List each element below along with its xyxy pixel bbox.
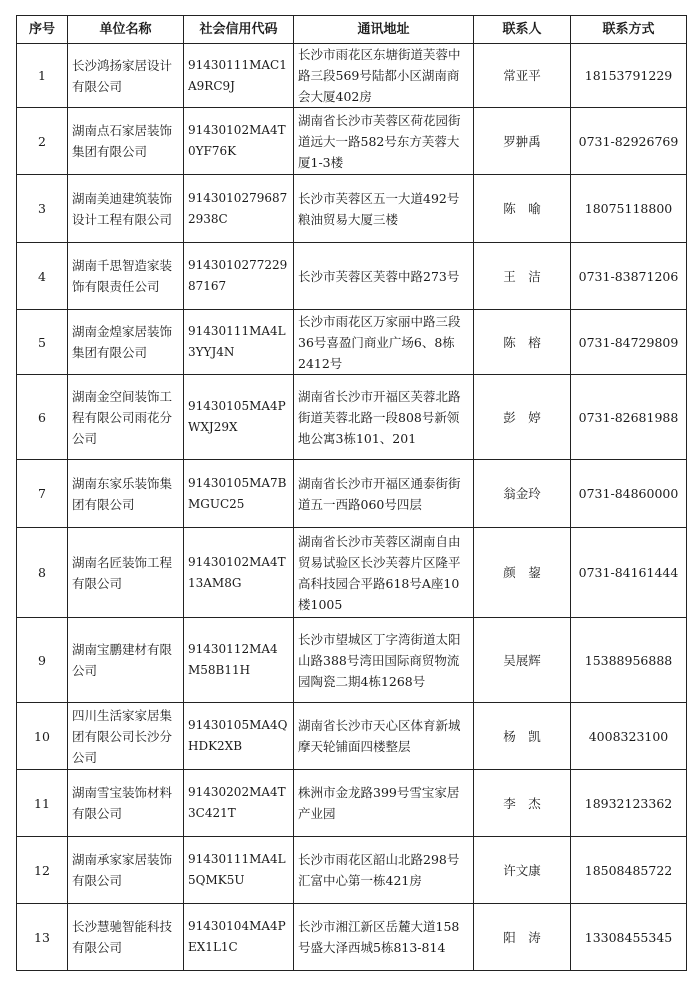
cell-credit-code: 91430111MAC1A9RC9J xyxy=(184,44,294,108)
cell-contact: 吴展辉 xyxy=(474,618,571,703)
cell-index: 6 xyxy=(17,375,68,460)
table-row xyxy=(17,44,687,108)
cell-phone: 0731-84729809 xyxy=(571,310,687,375)
cell-address: 长沙市湘江新区岳麓大道158号盛大泽西城5栋813-814 xyxy=(294,904,474,971)
table-row xyxy=(17,108,687,175)
cell-index: 3 xyxy=(17,175,68,243)
cell-phone: 13308455345 xyxy=(571,904,687,971)
cell-contact: 翁金玲 xyxy=(474,460,571,528)
table-row xyxy=(17,310,687,375)
cell-index: 4 xyxy=(17,243,68,310)
cell-index: 12 xyxy=(17,837,68,904)
cell-credit-code: 91430112MA4M58B11H xyxy=(184,618,294,703)
cell-unit-name: 湖南点石家居装饰集团有限公司 xyxy=(68,108,184,175)
cell-phone: 0731-82926769 xyxy=(571,108,687,175)
header-address: 通讯地址 xyxy=(294,16,474,44)
cell-address: 长沙市芙蓉区五一大道492号粮油贸易大厦三楼 xyxy=(294,175,474,243)
cell-credit-code: 91430111MA4L5QMK5U xyxy=(184,837,294,904)
cell-credit-code: 91430111MA4L3YYJ4N xyxy=(184,310,294,375)
table-row xyxy=(17,703,687,770)
cell-phone: 0731-84161444 xyxy=(571,528,687,618)
cell-phone: 15388956888 xyxy=(571,618,687,703)
cell-phone: 0731-84860000 xyxy=(571,460,687,528)
table-row xyxy=(17,904,687,971)
cell-contact: 常亚平 xyxy=(474,44,571,108)
header-unit-name: 单位名称 xyxy=(68,16,184,44)
table-row xyxy=(17,618,687,703)
cell-index: 1 xyxy=(17,44,68,108)
cell-unit-name: 湖南美迪建筑装饰设计工程有限公司 xyxy=(68,175,184,243)
cell-contact: 彭 婷 xyxy=(474,375,571,460)
cell-address: 湖南省长沙市开福区通泰街街道五一西路060号四层 xyxy=(294,460,474,528)
cell-address: 湖南省长沙市开福区芙蓉北路街道芙蓉北路一段808号新领地公寓3栋101、201 xyxy=(294,375,474,460)
table-row xyxy=(17,770,687,837)
table-body xyxy=(17,44,687,971)
cell-unit-name: 长沙鸿扬家居设计有限公司 xyxy=(68,44,184,108)
cell-phone: 18075118800 xyxy=(571,175,687,243)
cell-credit-code: 914301027722987167 xyxy=(184,243,294,310)
cell-credit-code: 91430105MA7BMGUC25 xyxy=(184,460,294,528)
header-contact: 联系人 xyxy=(474,16,571,44)
cell-contact: 王 洁 xyxy=(474,243,571,310)
cell-contact: 许文康 xyxy=(474,837,571,904)
cell-phone: 18508485722 xyxy=(571,837,687,904)
cell-unit-name: 湖南金煌家居装饰集团有限公司 xyxy=(68,310,184,375)
header-phone: 联系方式 xyxy=(571,16,687,44)
table-row xyxy=(17,175,687,243)
table-row xyxy=(17,528,687,618)
cell-index: 7 xyxy=(17,460,68,528)
cell-address: 长沙市芙蓉区芙蓉中路273号 xyxy=(294,243,474,310)
cell-index: 5 xyxy=(17,310,68,375)
table-row xyxy=(17,837,687,904)
cell-address: 长沙市望城区丁字湾街道太阳山路388号湾田国际商贸物流园陶瓷二期4栋1268号 xyxy=(294,618,474,703)
cell-address: 株洲市金龙路399号雪宝家居产业园 xyxy=(294,770,474,837)
cell-credit-code: 91430105MA4PWXJ29X xyxy=(184,375,294,460)
cell-phone: 0731-82681988 xyxy=(571,375,687,460)
cell-unit-name: 湖南东家乐装饰集团有限公司 xyxy=(68,460,184,528)
cell-phone: 0731-83871206 xyxy=(571,243,687,310)
table-row xyxy=(17,460,687,528)
cell-credit-code: 91430102MA4T0YF76K xyxy=(184,108,294,175)
cell-unit-name: 湖南千思智造家装饰有限责任公司 xyxy=(68,243,184,310)
header-row xyxy=(17,16,687,44)
cell-index: 13 xyxy=(17,904,68,971)
cell-address: 湖南省长沙市芙蓉区荷花园街道远大一路582号东方芙蓉大厦1-3楼 xyxy=(294,108,474,175)
cell-contact: 陈 喻 xyxy=(474,175,571,243)
cell-index: 9 xyxy=(17,618,68,703)
cell-contact: 陈 榕 xyxy=(474,310,571,375)
header-credit-code: 社会信用代码 xyxy=(184,16,294,44)
cell-unit-name: 湖南承家家居装饰有限公司 xyxy=(68,837,184,904)
cell-contact: 李 杰 xyxy=(474,770,571,837)
cell-phone: 18932123362 xyxy=(571,770,687,837)
cell-credit-code: 91430102MA4T13AM8G xyxy=(184,528,294,618)
cell-address: 湖南省长沙市芙蓉区湖南自由贸易试验区长沙芙蓉片区隆平高科技园合平路618号A座10楼1005 xyxy=(294,528,474,618)
header-index: 序号 xyxy=(17,16,68,44)
cell-unit-name: 四川生活家家居集团有限公司长沙分公司 xyxy=(68,703,184,770)
cell-address: 长沙市雨花区东塘街道芙蓉中路三段569号陆都小区湖南商会大厦402房 xyxy=(294,44,474,108)
cell-contact: 杨 凯 xyxy=(474,703,571,770)
cell-credit-code: 9143010279687 2938C xyxy=(184,175,294,243)
cell-unit-name: 长沙慧驰智能科技有限公司 xyxy=(68,904,184,971)
cell-address: 长沙市雨花区万家丽中路三段36号喜盈门商业广场6、8栋2412号 xyxy=(294,310,474,375)
table-row xyxy=(17,375,687,460)
cell-index: 10 xyxy=(17,703,68,770)
cell-index: 8 xyxy=(17,528,68,618)
cell-unit-name: 湖南名匠装饰工程有限公司 xyxy=(68,528,184,618)
company-table xyxy=(16,15,687,971)
cell-address: 湖南省长沙市天心区体育新城摩天轮铺面四楼整层 xyxy=(294,703,474,770)
cell-phone: 4008323100 xyxy=(571,703,687,770)
cell-credit-code: 91430202MA4T3C421T xyxy=(184,770,294,837)
cell-contact: 阳 涛 xyxy=(474,904,571,971)
table-row xyxy=(17,243,687,310)
cell-index: 11 xyxy=(17,770,68,837)
cell-index: 2 xyxy=(17,108,68,175)
cell-unit-name: 湖南雪宝装饰材料有限公司 xyxy=(68,770,184,837)
cell-address: 长沙市雨花区韶山北路298号汇富中心第一栋421房 xyxy=(294,837,474,904)
cell-unit-name: 湖南金空间装饰工程有限公司雨花分公司 xyxy=(68,375,184,460)
cell-unit-name: 湖南宝鹏建材有限公司 xyxy=(68,618,184,703)
cell-contact: 罗翀禹 xyxy=(474,108,571,175)
cell-credit-code: 91430104MA4PEX1L1C xyxy=(184,904,294,971)
cell-phone: 18153791229 xyxy=(571,44,687,108)
cell-contact: 颜 鋆 xyxy=(474,528,571,618)
cell-credit-code: 91430105MA4QHDK2XB xyxy=(184,703,294,770)
